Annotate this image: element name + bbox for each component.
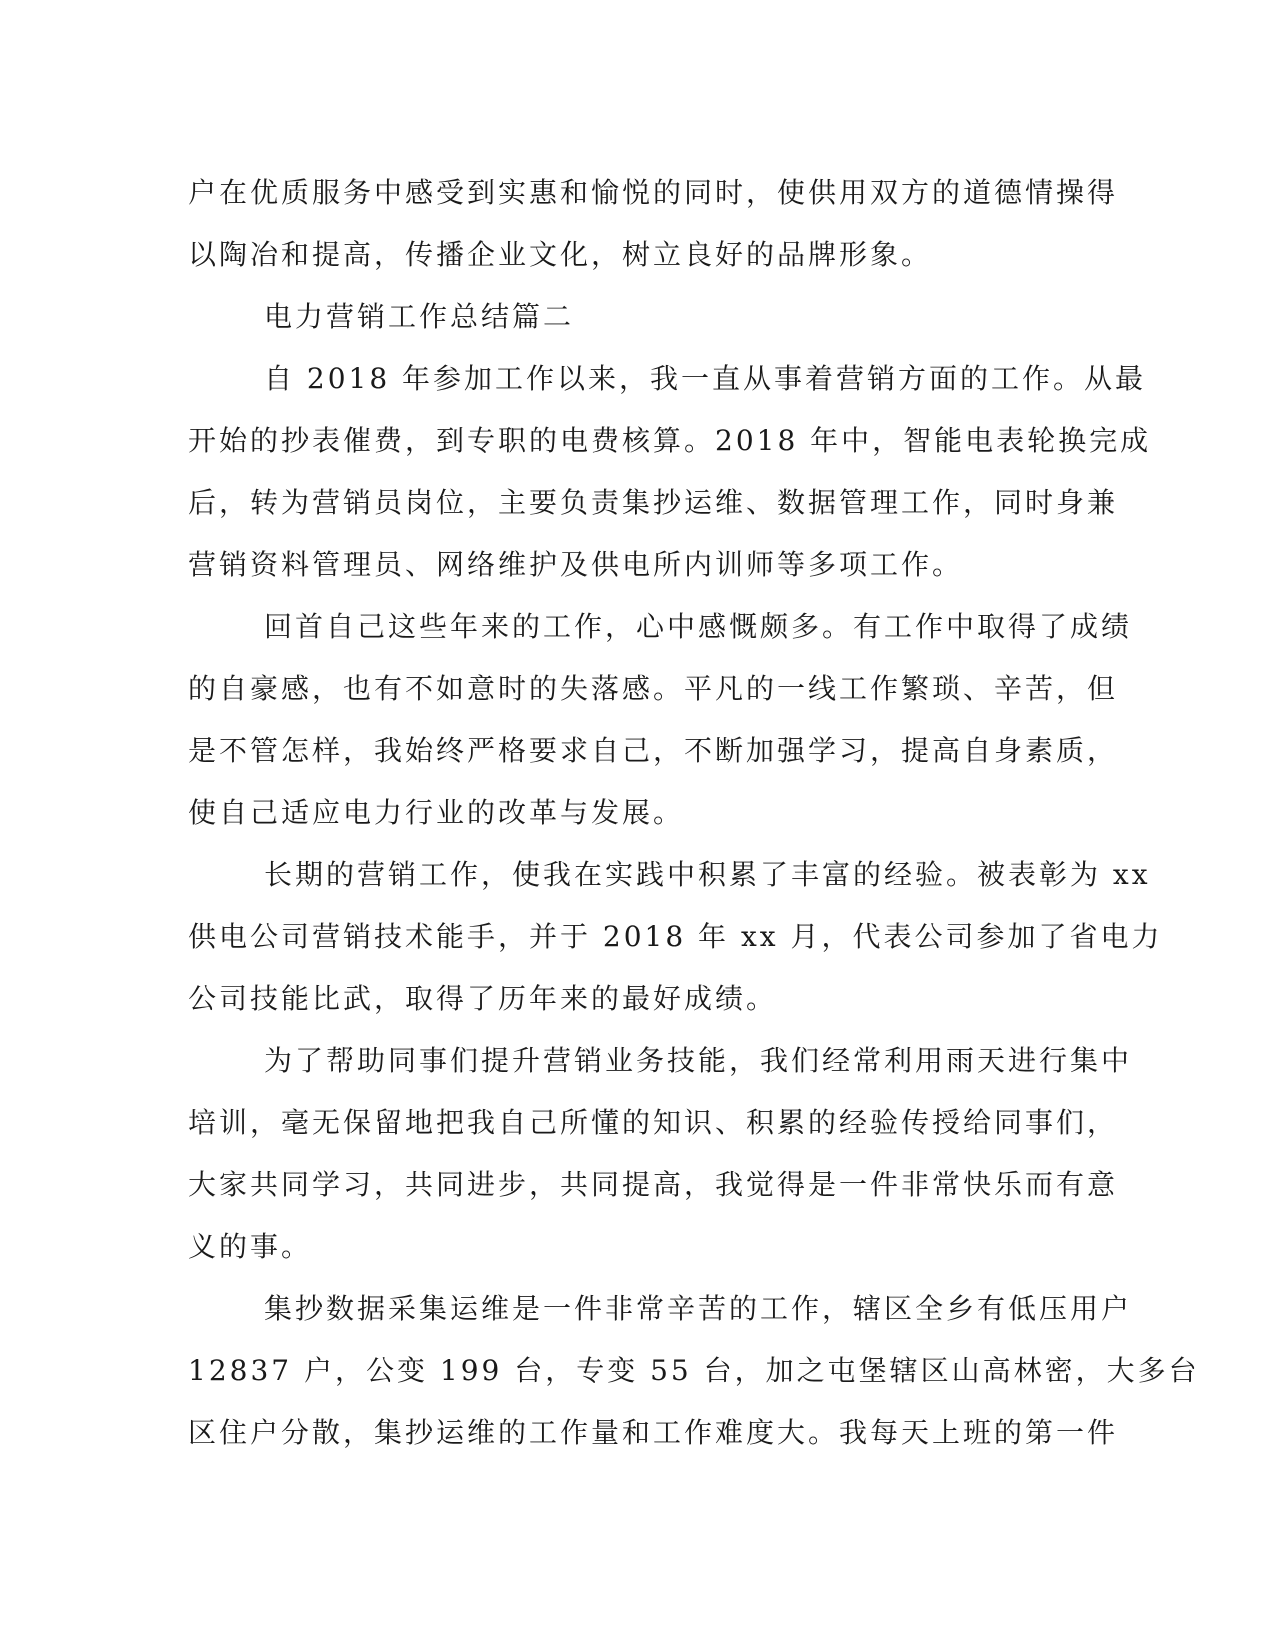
text-line-20: 12837 户，公变 199 台，专变 55 台，加之屯堡辖区山高林密，大多台 xyxy=(188,1354,1200,1387)
text-line-14: 公司技能比武，取得了历年来的最好成绩。 xyxy=(188,982,778,1015)
text-line-9: 的自豪感，也有不如意时的失落感。平凡的一线工作繁琐、辛苦，但 xyxy=(188,672,1119,705)
text-line-13: 供电公司营销技术能手，并于 2018 年 xx 月，代表公司参加了省电力 xyxy=(188,920,1163,953)
text-line-15: 为了帮助同事们提升营销业务技能，我们经常利用雨天进行集中 xyxy=(264,1044,1133,1077)
text-line-12: 长期的营销工作，使我在实践中积累了丰富的经验。被表彰为 xx xyxy=(264,858,1151,891)
text-line-16: 培训，毫无保留地把我自己所懂的知识、积累的经验传授给同事们， xyxy=(188,1106,1119,1139)
text-line-1: 户在优质服务中感受到实惠和愉悦的同时，使供用双方的道德情操得 xyxy=(188,176,1119,209)
section-heading: 电力营销工作总结篇二 xyxy=(264,300,575,333)
text-line-11: 使自己适应电力行业的改革与发展。 xyxy=(188,796,685,829)
text-line-7: 营销资料管理员、网络维护及供电所内训师等多项工作。 xyxy=(188,548,964,581)
text-line-18: 义的事。 xyxy=(188,1230,313,1263)
text-line-2: 以陶冶和提高，传播企业文化，树立良好的品牌形象。 xyxy=(188,238,933,271)
document-body xyxy=(188,162,1200,1464)
text-line-17: 大家共同学习，共同进步，共同提高，我觉得是一件非常快乐而有意 xyxy=(188,1168,1119,1201)
text-line-10: 是不管怎样，我始终严格要求自己，不断加强学习，提高自身素质， xyxy=(188,734,1119,767)
text-line-21: 区住户分散，集抄运维的工作量和工作难度大。我每天上班的第一件 xyxy=(188,1416,1119,1449)
text-line-4: 自 2018 年参加工作以来，我一直从事着营销方面的工作。从最 xyxy=(264,362,1147,395)
text-line-19: 集抄数据采集运维是一件非常辛苦的工作，辖区全乡有低压用户 xyxy=(264,1292,1133,1325)
text-line-5: 开始的抄表催费，到专职的电费核算。2018 年中，智能电表轮换完成 xyxy=(188,424,1152,457)
text-line-6: 后，转为营销员岗位，主要负责集抄运维、数据管理工作，同时身兼 xyxy=(188,486,1119,519)
text-line-8: 回首自己这些年来的工作，心中感慨颇多。有工作中取得了成绩 xyxy=(264,610,1133,643)
